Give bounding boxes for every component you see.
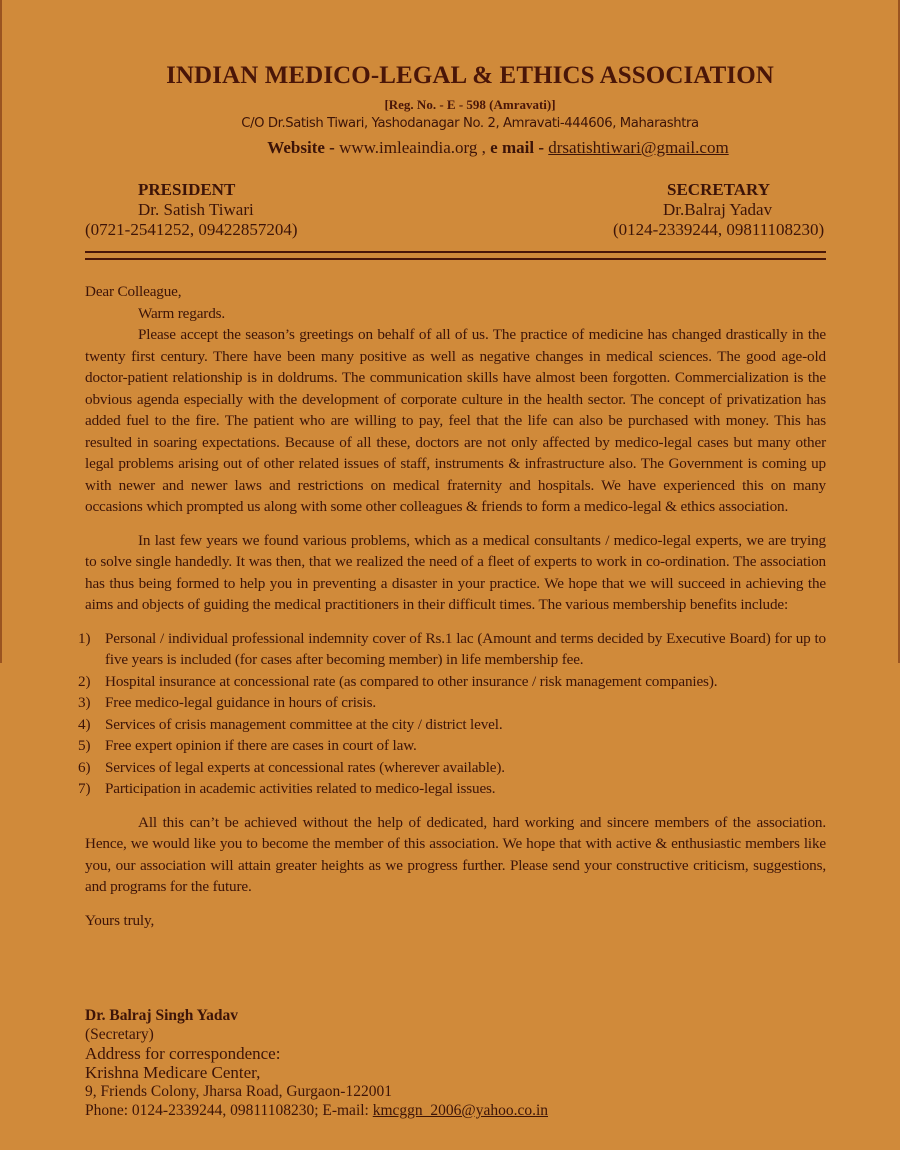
list-item xyxy=(78,628,826,671)
divider-rule-bottom xyxy=(85,258,826,260)
paragraph-problems: In last few years we found various problems, which as a medical consultants / medico-legal experts, we are trying to solve single handedly. It was then, that we realized the need of a fleet of experts to work in co-ordination. The association has thus being formed to help you in preventing a disaster in your practice. We hope that we will succeed in achieving the aims and objects of guiding the medical practitioners in their difficult times. The various membership benefits include: xyxy=(85,531,826,613)
contact-details xyxy=(85,1101,548,1120)
president-name: Dr. Satish Tiwari xyxy=(138,200,254,219)
list-item-text: Free medico-legal guidance in hours of crisis. xyxy=(105,694,377,711)
benefits-list xyxy=(78,628,826,800)
secretary-role: SECRETARY xyxy=(667,180,770,199)
email-link[interactable]: drsatishtiwari@gmail.com xyxy=(548,138,729,157)
signer-title: (Secretary) xyxy=(85,1026,154,1043)
list-item-text: Free expert opinion if there are cases in court of law. xyxy=(105,737,417,754)
phone-text: Phone: 0124-2339244, 09811108230; E-mail: xyxy=(85,1102,369,1119)
list-item xyxy=(78,778,826,800)
closing: Yours truly, xyxy=(85,911,155,929)
signature-block xyxy=(85,1006,548,1120)
center-name: Krishna Medicare Center, xyxy=(85,1063,261,1082)
list-item xyxy=(78,757,826,779)
paragraph-intro: Please accept the season’s greetings on behalf of all of us. The practice of medicine has changed drastically in the twenty first century. There have been many positive as well as negative changes in medical sciences. The good age-old doctor-patient relationship is in doldrums. The communication skills have almost been forgotten. Commercialization is the obvious agenda especially with the development of corporate culture in the health sector. The concept of privatization has added fuel to the fire. The patient who are willing to pay, feel that the life can also be purchased with money. This has resulted in soaring expectations. Because of all these, doctors are not only affected by medico-legal cases but many other legal problems arising out of other related issues of staff, instruments & infrastructure also. The Government is coming up with newer and newer laws and restrictions on medical fraternity and hospitals. We have experienced this on many occasions which prompted us along with some other colleagues & friends to form a medico-legal & ethics association. xyxy=(85,326,826,515)
list-item-number: 4) xyxy=(78,715,91,733)
email-label: e mail - xyxy=(490,138,544,157)
list-item-number: 7) xyxy=(78,780,91,797)
salutation: Dear Colleague, xyxy=(85,283,182,300)
care-of-address: C/O Dr.Satish Tiwari, Yashodanagar No. 2, Amravati-444606, Maharashtra xyxy=(241,116,699,131)
list-item xyxy=(78,714,826,736)
list-item-number: 5) xyxy=(78,737,91,754)
president-block xyxy=(85,180,297,240)
secretary-phones: (0124-2339244, 09811108230) xyxy=(613,220,825,239)
secretary-block xyxy=(613,180,824,240)
divider-rule-top xyxy=(85,251,826,253)
list-item xyxy=(78,671,826,693)
list-item-text: Services of legal experts at concessional rates (wherever available). xyxy=(105,758,505,776)
organization-name: INDIAN MEDICO-LEGAL & ETHICS ASSOCIATION xyxy=(166,62,774,89)
list-item-text: Services of crisis management committee at the city / district level. xyxy=(105,715,503,733)
list-item xyxy=(78,692,826,714)
letter-body xyxy=(78,281,826,931)
president-phones: (0721-2541252, 09422857204) xyxy=(85,220,298,239)
signature-email-link[interactable]: kmcggn_2006@yahoo.co.in xyxy=(372,1102,549,1119)
list-item-number: 2) xyxy=(78,672,91,690)
list-item-number: 3) xyxy=(78,694,91,711)
list-item-text: Hospital insurance at concessional rate (as compared to other insurance / risk management companies). xyxy=(105,672,718,690)
list-item-number: 1) xyxy=(78,629,91,647)
street-address: 9, Friends Colony, Jharsa Road, Gurgaon-122001 xyxy=(85,1083,392,1100)
comma-separator: , xyxy=(481,138,486,157)
list-item xyxy=(78,735,826,757)
greeting: Warm regards. xyxy=(138,304,226,322)
paragraph-appeal: All this can’t be achieved without the help of dedicated, hard working and sincere members of the association. Hence, we would like you to become the member of this association. We hope that with active & enthusiastic members like you, our association will attain greater heights as we progress further. Please send your constructive criticism, suggestions, and programs for the future. xyxy=(85,813,826,895)
website-label: Website - xyxy=(267,138,335,157)
website-link[interactable]: www.imleaindia.org xyxy=(339,138,478,157)
list-item-text: Personal / individual professional indemnity cover of Rs.1 lac (Amount and terms decided by Executive Board) for up to five years is included (for cases after becoming member) in life membership fee. xyxy=(105,629,826,668)
address-label: Address for correspondence: xyxy=(85,1044,281,1063)
list-item-text: Participation in academic activities related to medico-legal issues. xyxy=(105,780,496,797)
list-item-number: 6) xyxy=(78,758,91,776)
registration-number: [Reg. No. - E - 598 (Amravati)] xyxy=(384,97,556,112)
contact-line xyxy=(0,138,900,158)
president-role: PRESIDENT xyxy=(138,180,236,199)
signer-name: Dr. Balraj Singh Yadav xyxy=(85,1007,239,1024)
secretary-name: Dr.Balraj Yadav xyxy=(663,200,773,219)
